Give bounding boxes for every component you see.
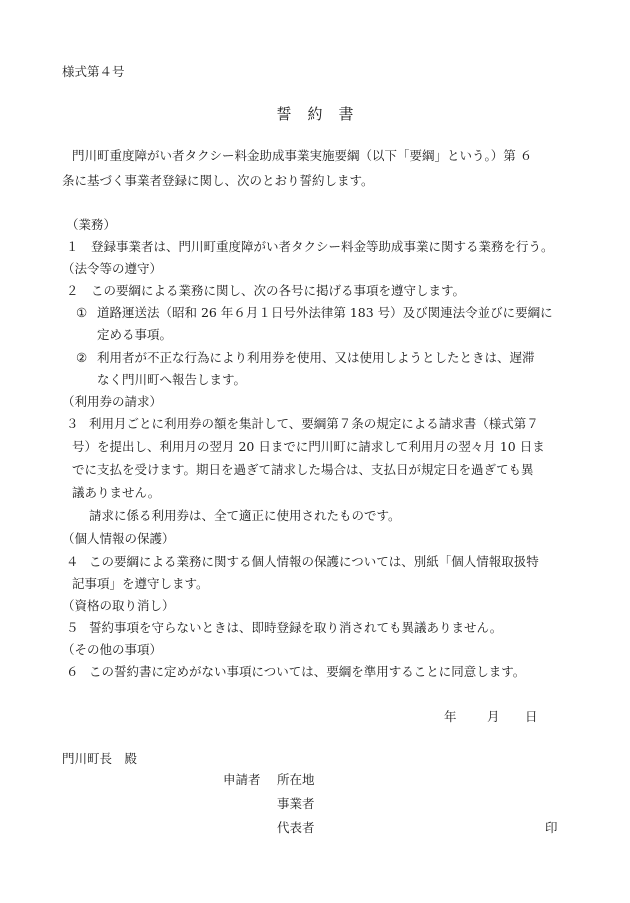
applicant-label: 申請者: [223, 772, 261, 787]
sub-item-1-line-2: 定める事項。: [97, 327, 173, 342]
item-3-line-1: 利用月ごとに利用券の額を集計して、要綱第７条の規定による請求書（様式第７: [89, 416, 539, 431]
business-label: 事業者: [277, 796, 315, 811]
intro-line-2: 条に基づく事業者登録に関し、次のとおり誓約します。: [62, 173, 374, 188]
item-number-1: １: [66, 239, 79, 254]
item-3-line-4: 議ありません。: [72, 485, 161, 500]
item-4-line-1: この要綱による業務に関する個人情報の保護については、別紙「個人情報取扱特: [89, 554, 539, 569]
sub-item-2-line-1: 利用者が不正な行為により利用券を使用、又は使用しようとしたときは、遅滞: [97, 350, 535, 365]
item-number-3: ３: [66, 416, 79, 431]
item-number-4: ４: [66, 554, 79, 569]
item-3-line-3: でに支払を受けます。期日を過ぎて請求した場合は、支払日が規定日を過ぎても異: [72, 462, 534, 477]
representative-label: 代表者: [277, 820, 315, 835]
section-heading-privacy: （個人情報の保護）: [62, 531, 175, 546]
addressee: 門川町長 殿: [62, 751, 138, 766]
section-heading-business: （業務）: [66, 217, 117, 232]
address-label: 所在地: [277, 772, 315, 787]
item-text-5: 誓約事項を守らないときは、即時登録を取り消されても異議ありません。: [89, 620, 503, 635]
item-4-line-2: 記事項」を遵守します。: [72, 576, 209, 591]
date-year-label: 年: [444, 709, 457, 724]
date-day-label: 日: [525, 709, 538, 724]
section-heading-cancel: （資格の取り消し）: [62, 598, 175, 613]
form-number: 様式第４号: [62, 64, 125, 79]
section-heading-compliance: （法令等の遵守）: [62, 261, 163, 276]
sub-item-1-line-1: 道路運送法（昭和 26 年６月１日号外法律第 183 号）及び関連法令並びに要綱に: [97, 305, 553, 320]
item-text-2: この要綱による業務に関し、次の各号に掲げる事項を遵守します。: [91, 283, 466, 298]
item-number-5: ５: [66, 620, 79, 635]
seal-mark: 印: [545, 820, 558, 835]
item-text-6: この誓約書に定めがない事項については、要綱を準用することに同意します。: [89, 664, 526, 679]
document-title: 誓約書: [276, 105, 370, 123]
intro-line-1: 門川町重度障がい者タクシー料金助成事業実施要綱（以下「要綱」という。）第 ６: [72, 148, 533, 163]
date-month-label: 月: [487, 709, 500, 724]
section-heading-other: （その他の事項）: [62, 642, 163, 657]
sub-item-mark-1: ①: [76, 305, 88, 320]
section-heading-claim: （利用券の請求）: [62, 394, 163, 409]
sub-item-2-line-2: なく門川町へ報告します。: [97, 372, 247, 387]
item-3-line-5: 請求に係る利用券は、全て適正に使用されたものです。: [89, 508, 401, 523]
item-3-line-2: 号）を提出し、利用月の翌月 20 日までに門川町に請求して利用月の翌々月 10 日ま: [72, 439, 545, 454]
item-number-2: ２: [66, 283, 79, 298]
item-number-6: ６: [66, 664, 79, 679]
sub-item-mark-2: ②: [76, 350, 88, 365]
item-text-1: 登録事業者は、門川町重度障がい者タクシー料金等助成事業に関する業務を行う。: [91, 239, 554, 254]
